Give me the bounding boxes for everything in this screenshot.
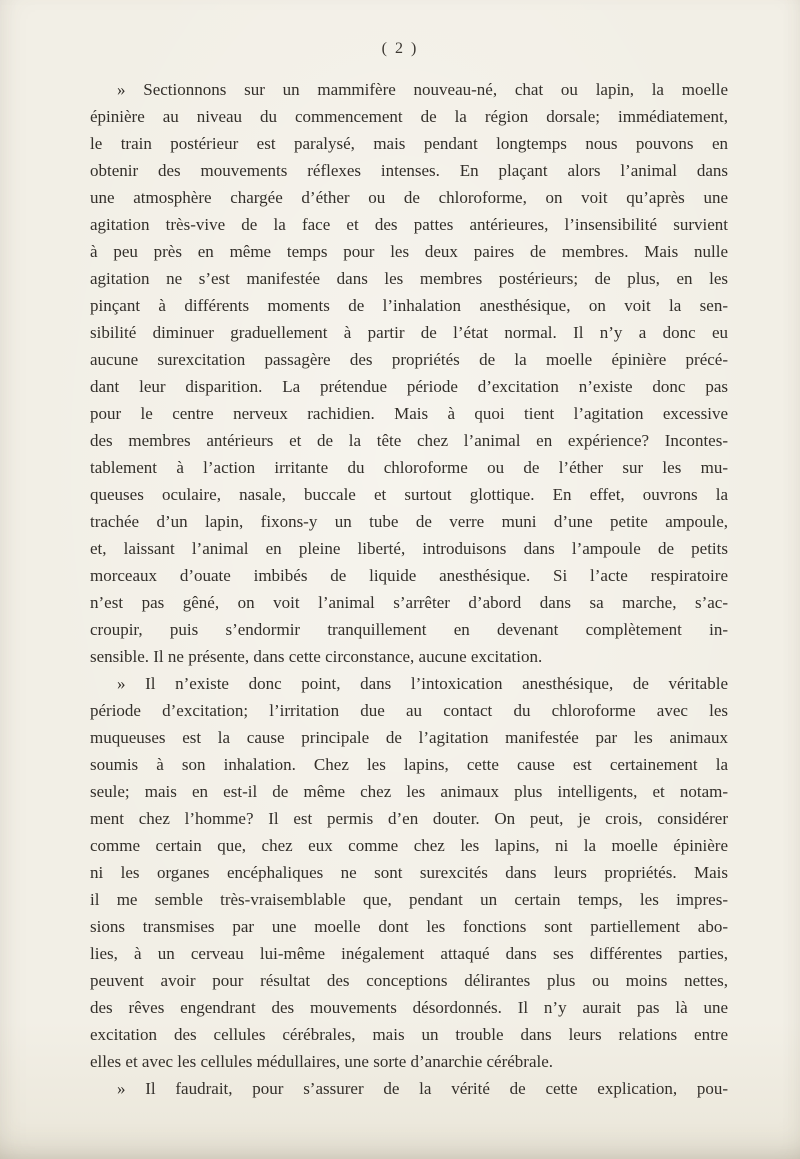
text-line: pinçant à différents moments de l’inhalation anesthésique, on voit la sen-: [90, 296, 728, 315]
text-line: pour le centre nerveux rachidien. Mais à quoi tient l’agitation excessive: [90, 404, 728, 423]
paragraph: [90, 76, 728, 670]
text-line: période d’excitation; l’irritation due au contact du chloroforme avec les: [90, 701, 728, 720]
text-line: épinière au niveau du commencement de la région dorsale; immédiatement,: [90, 107, 728, 126]
text-line: croupir, puis s’endormir tranquillement en devenant complètement in-: [90, 620, 728, 639]
text-line: queuses oculaire, nasale, buccale et surtout glottique. En effet, ouvrons la: [90, 485, 728, 504]
paragraph: [90, 670, 728, 1075]
text-line: sensible. Il ne présente, dans cette circonstance, aucune excitation.: [90, 647, 543, 666]
text-line: morceaux d’ouate imbibés de liquide anesthésique. Si l’acte respiratoire: [90, 566, 728, 585]
paragraph: [90, 1075, 728, 1102]
text-line: obtenir des mouvements réflexes intenses. En plaçant alors l’animal dans: [90, 161, 728, 180]
text-line: ni les organes encéphaliques ne sont surexcités dans leurs propriétés. Mais: [90, 863, 728, 882]
text-line: muqueuses est la cause principale de l’agitation manifestée par les animaux: [90, 728, 728, 747]
text-line: agitation ne s’est manifestée dans les membres postérieurs; de plus, en les: [90, 269, 728, 288]
text-line: peuvent avoir pour résultat des conceptions délirantes plus ou moins nettes,: [90, 971, 728, 990]
text-line: elles et avec les cellules médullaires, une sorte d’anarchie cérébrale.: [90, 1052, 554, 1071]
body-text: [90, 76, 728, 1102]
text-line: sions transmises par une moelle dont les fonctions sont partiellement abo-: [90, 917, 728, 936]
text-line: le train postérieur est paralysé, mais pendant longtemps nous pouvons en: [90, 134, 728, 153]
text-line: des rêves engendrant des mouvements désordonnés. Il n’y aurait pas là une: [90, 998, 728, 1017]
text-line: des membres antérieurs et de la tête chez l’animal en expérience? Incontes-: [90, 431, 728, 450]
text-line: dant leur disparition. La prétendue période d’excitation n’existe donc pas: [90, 377, 728, 396]
text-line: et, laissant l’animal en pleine liberté, introduisons dans l’ampoule de petits: [90, 539, 728, 558]
text-line: » Sectionnons sur un mammifère nouveau-né, chat ou lapin, la moelle: [117, 80, 728, 99]
text-line: tablement à l’action irritante du chloroforme ou de l’éther sur les mu-: [90, 458, 728, 477]
text-line: soumis à son inhalation. Chez les lapins, cette cause est certainement la: [90, 755, 728, 774]
text-line: il me semble très-vraisemblable que, pendant un certain temps, les impres-: [90, 890, 728, 909]
text-line: comme certain que, chez eux comme chez les lapins, ni la moelle épinière: [90, 836, 728, 855]
text-line: n’est pas gêné, on voit l’animal s’arrêter d’abord dans sa marche, s’ac-: [90, 593, 728, 612]
text-line: à peu près en même temps pour les deux paires de membres. Mais nulle: [90, 242, 728, 261]
text-line: agitation très-vive de la face et des pattes antérieures, l’insensibilité survient: [90, 215, 728, 234]
text-line: sibilité diminuer graduellement à partir de l’état normal. Il n’y a donc eu: [90, 323, 728, 342]
text-line: trachée d’un lapin, fixons-y un tube de verre muni d’une petite ampoule,: [90, 512, 728, 531]
text-line: aucune surexcitation passagère des propriétés de la moelle épinière précé-: [90, 350, 728, 369]
text-line: » Il faudrait, pour s’assurer de la vérité de cette explication, pou-: [117, 1079, 728, 1098]
text-line: excitation des cellules cérébrales, mais un trouble dans leurs relations entre: [90, 1025, 728, 1044]
text-line: seule; mais en est-il de même chez les animaux plus intelligents, et notam-: [90, 782, 728, 801]
text-line: » Il n’existe donc point, dans l’intoxication anesthésique, de véritable: [117, 674, 728, 693]
page-number: ( 2 ): [381, 40, 419, 57]
text-line: lies, à un cerveau lui-même inégalement attaqué dans ses différentes parties,: [90, 944, 728, 963]
text-line: ment chez l’homme? Il est permis d’en douter. On peut, je crois, considérer: [90, 809, 728, 828]
text-line: une atmosphère chargée d’éther ou de chloroforme, on voit qu’après une: [90, 188, 728, 207]
